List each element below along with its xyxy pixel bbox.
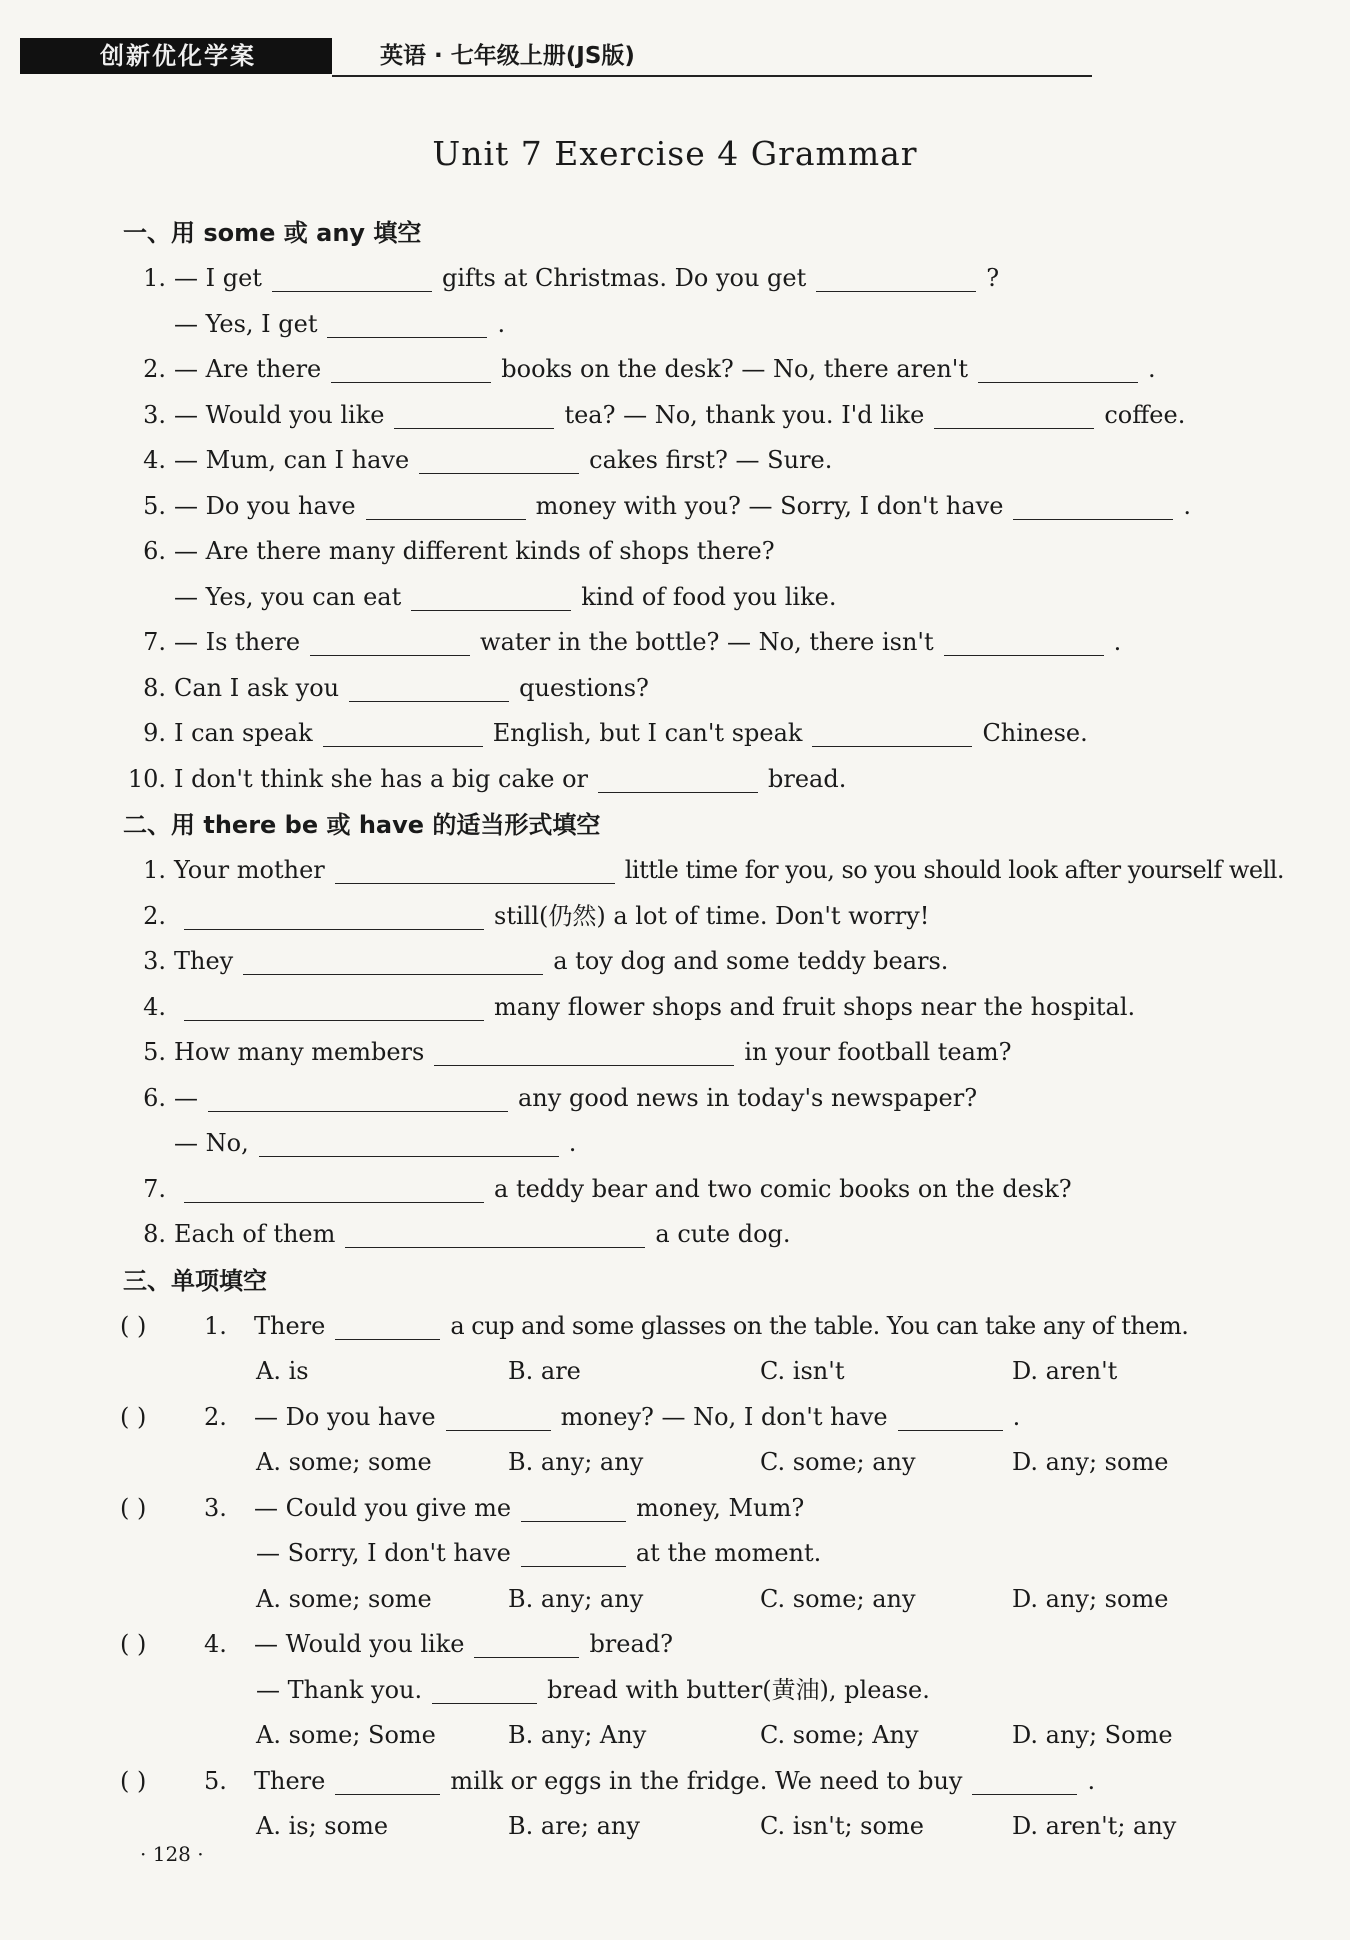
s3-q3-reply: — Sorry, I don't have at the moment.	[256, 1539, 822, 1567]
option-d[interactable]: D. any; some	[1012, 1448, 1169, 1476]
s1-q7: 7. — Is there water in the bottle? — No, there isn't .	[143, 628, 1122, 656]
answer-blank	[335, 1313, 440, 1340]
s1-q6: 6. — Are there many different kinds of shops there?	[143, 537, 775, 565]
option-a[interactable]: A. is	[256, 1357, 309, 1385]
s3-q1: ( ) 1. There a cup and some glasses on the table. You can take any of them.	[120, 1304, 1260, 1350]
s3-q2-options	[120, 1440, 1260, 1486]
s1-q10: 10. I don't think she has a big cake or bread.	[127, 764, 847, 793]
option-d[interactable]: D. any; some	[1012, 1584, 1169, 1613]
option-a[interactable]: A. is; some	[256, 1812, 389, 1840]
answer-blank[interactable]	[327, 311, 487, 338]
answer-blank[interactable]	[345, 1221, 645, 1248]
section1-heading: 一、用 some 或 any 填空	[123, 219, 422, 247]
answer-blank[interactable]	[323, 720, 483, 747]
option-c[interactable]: C. some; any	[760, 1448, 916, 1476]
answer-blank[interactable]	[335, 857, 615, 884]
option-a[interactable]: A. some; some	[256, 1448, 432, 1476]
answer-blank[interactable]	[812, 720, 972, 747]
answer-blank[interactable]	[184, 994, 484, 1021]
s2-q5: 5. How many members in your football team?	[143, 1038, 1012, 1066]
option-a[interactable]: A. some; Some	[256, 1721, 436, 1749]
s2-q6-reply: — No, .	[174, 1129, 577, 1157]
answer-paren[interactable]: ( )	[120, 1311, 147, 1340]
s3-q4-reply: — Thank you. bread with butter(黄油), please.	[256, 1675, 930, 1704]
page-number: · 128 ·	[140, 1842, 204, 1866]
option-d[interactable]: D. aren't	[1012, 1357, 1118, 1385]
s1-q1-reply: — Yes, I get .	[174, 309, 506, 338]
option-c[interactable]: C. some; Any	[760, 1721, 919, 1749]
answer-blank	[335, 1768, 440, 1795]
option-c[interactable]: C. isn't	[760, 1357, 845, 1385]
answer-blank[interactable]	[272, 265, 432, 292]
s3-q5: ( ) 5. There milk or eggs in the fridge. We need to buy .	[120, 1759, 1260, 1805]
book-title: 英语 · 七年级上册(JS版)	[380, 43, 635, 69]
answer-paren[interactable]: ( )	[120, 1766, 147, 1795]
s2-q6: 6. — any good news in today's newspaper?	[143, 1083, 978, 1112]
answer-blank[interactable]	[208, 1085, 508, 1112]
s1-q8: 8. Can I ask you questions?	[143, 673, 649, 702]
answer-blank[interactable]	[394, 402, 554, 429]
s1-q6-reply: — Yes, you can eat kind of food you like.	[174, 582, 837, 611]
s2-q3: 3. They a toy dog and some teddy bears.	[143, 947, 949, 975]
page-title: Unit 7 Exercise 4 Grammar	[432, 134, 918, 173]
s2-q8: 8. Each of them a cute dog.	[143, 1220, 791, 1248]
s3-q5-options	[120, 1804, 1260, 1850]
answer-blank[interactable]	[331, 356, 491, 383]
header-rule	[332, 75, 1092, 77]
section2-heading: 二、用 there be 或 have 的适当形式填空	[123, 811, 601, 839]
answer-blank[interactable]	[411, 584, 571, 611]
option-b[interactable]: B. any; any	[508, 1448, 644, 1476]
answer-blank[interactable]	[934, 402, 1094, 429]
answer-blank[interactable]	[816, 265, 976, 292]
option-c[interactable]: C. isn't; some	[760, 1812, 924, 1840]
answer-blank	[521, 1540, 626, 1567]
answer-blank	[474, 1631, 579, 1658]
answer-blank	[521, 1495, 626, 1522]
page-header	[20, 38, 1080, 78]
option-b[interactable]: B. any; Any	[508, 1721, 647, 1749]
s3-q3-options	[120, 1577, 1260, 1623]
answer-blank	[432, 1677, 537, 1704]
s2-q4: 4. many flower shops and fruit shops near the hospital.	[143, 992, 1136, 1021]
s1-q5: 5. — Do you have money with you? — Sorry, I don't have .	[143, 491, 1192, 520]
s1-q2: 2. — Are there books on the desk? — No, there aren't .	[143, 355, 1156, 383]
s1-q3: 3. — Would you like tea? — No, thank you. I'd like coffee.	[143, 400, 1186, 429]
s2-q7: 7. a teddy bear and two comic books on the desk?	[143, 1174, 1072, 1203]
s3-q4: ( ) 4. — Would you like bread?	[120, 1622, 1260, 1668]
answer-paren[interactable]: ( )	[120, 1493, 147, 1522]
s1-q4: 4. — Mum, can I have cakes first? — Sure.	[143, 446, 833, 474]
answer-blank[interactable]	[1013, 493, 1173, 520]
answer-blank[interactable]	[419, 447, 579, 474]
answer-blank[interactable]	[184, 1176, 484, 1203]
answer-blank[interactable]	[259, 1130, 559, 1157]
s3-q4-options	[120, 1713, 1260, 1759]
answer-blank[interactable]	[978, 356, 1138, 383]
s1-q1: 1. — I get gifts at Christmas. Do you get ?	[143, 264, 1000, 292]
answer-blank	[972, 1768, 1077, 1795]
option-b[interactable]: B. any; any	[508, 1584, 644, 1613]
answer-blank[interactable]	[434, 1039, 734, 1066]
answer-blank	[446, 1404, 551, 1431]
answer-blank[interactable]	[349, 675, 509, 702]
s2-q1: 1. Your mother little time for you, so you should look after yourself well.	[143, 856, 1285, 884]
section3-heading: 三、单项填空	[123, 1266, 267, 1295]
answer-blank[interactable]	[184, 903, 484, 930]
option-b[interactable]: B. are; any	[508, 1812, 640, 1840]
s2-q2: 2. still(仍然) a lot of time. Don't worry!	[143, 901, 930, 930]
s3-q1-options	[120, 1349, 1260, 1395]
option-b[interactable]: B. are	[508, 1357, 581, 1385]
answer-blank	[898, 1404, 1003, 1431]
s3-q3: ( ) 3. — Could you give me money, Mum?	[120, 1486, 1260, 1532]
exercise-content	[120, 210, 1285, 1850]
option-c[interactable]: C. some; any	[760, 1584, 916, 1613]
option-d[interactable]: D. aren't; any	[1012, 1812, 1177, 1840]
s3-q2: ( ) 2. — Do you have money? — No, I don't have .	[120, 1395, 1260, 1441]
s1-q9: 9. I can speak English, but I can't speak Chinese.	[143, 719, 1088, 747]
option-a[interactable]: A. some; some	[256, 1584, 432, 1613]
answer-blank[interactable]	[944, 629, 1104, 656]
brand-logo: 创新优化学案	[20, 38, 332, 74]
answer-paren[interactable]: ( )	[120, 1402, 147, 1431]
answer-blank[interactable]	[310, 629, 470, 656]
answer-blank[interactable]	[598, 766, 758, 793]
answer-blank[interactable]	[366, 493, 526, 520]
answer-blank[interactable]	[243, 948, 543, 975]
option-d[interactable]: D. any; Some	[1012, 1721, 1173, 1749]
answer-paren[interactable]: ( )	[120, 1630, 147, 1658]
